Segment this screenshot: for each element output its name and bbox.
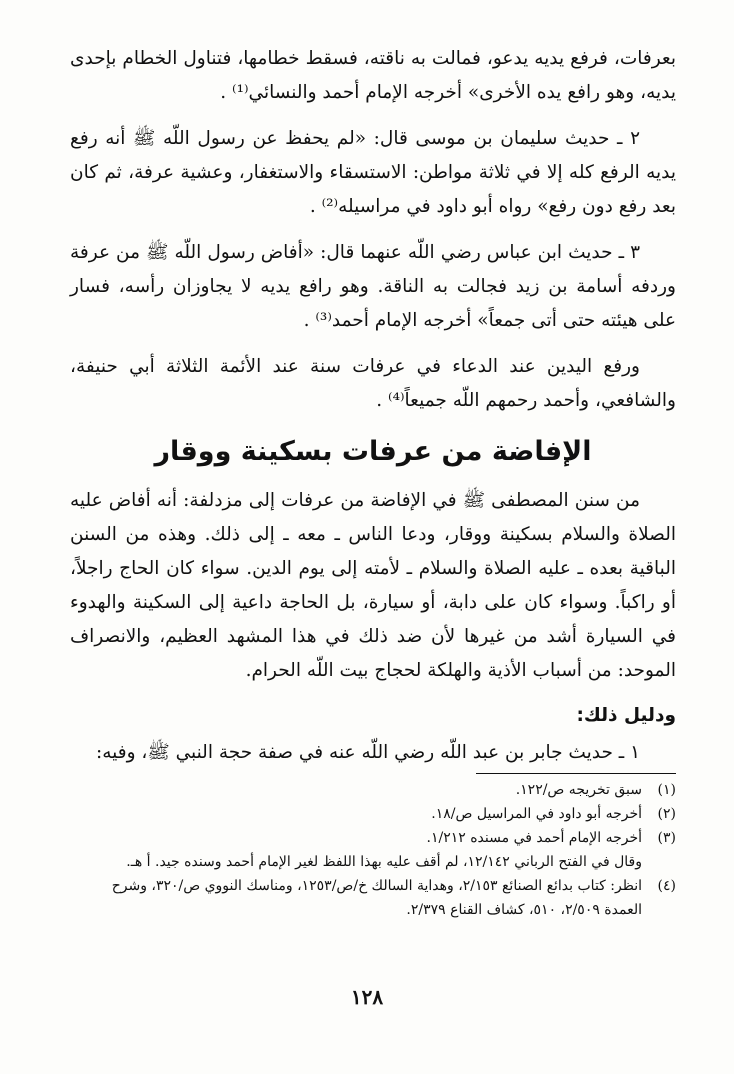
footnote-number: (٣) [657,830,676,846]
paragraph-raising-hands: ورفع اليدين عند الدعاء في عرفات سنة عند الأئمة الثلاثة أبي حنيفة، والشافعي، وأحمد رحمهم اللّه جميعاً⁽⁴⁾ . [70,356,676,411]
paragraph-1: بعرفات، فرفع يديه يدعو، فمالت به ناقته، فسقط خطامها، فتناول الخطام بإحدى يديه، وهو رافع يده الأخرى» أخرجه الإمام أحمد والنسائي⁽¹⁾ . [70,48,676,103]
paragraph-hadith-3: ٣ ـ حديث ابن عباس رضي اللّه عنهما قال: «أفاض رسول اللّه ﷺ من عرفة وردفه أسامة بن زيد فجالت به الناقة. وهو رافع يديه لا يجاوزان رأسه، فسار على هيئته حتى أتى جمعاً» أخرجه الإمام أحمد⁽³⁾ . [70,242,676,331]
paragraph-ifadah: من سنن المصطفى ﷺ في الإفاضة من عرفات إلى مزدلفة: أنه أفاض عليه الصلاة والسلام بسكينة ووقار، ودعا الناس ـ معه ـ إلى ذلك. وهذه من السنن الباقية بعده ـ عليه الصلاة والسلام ـ لأمته إلى يوم الدين. سواء كان الحاج راجلاً، أو راكباً. وسواء كان على دابة، أو سيارة، بل الحاجة داعية إلى السكينة والهدوء في السيارة أشد من غيرها لأن ضد ذلك في هذا المشهد العظيم، والانصراف الموحد: من أسباب الأذية والهلكة لحجاج بيت اللّه الحرام. [70,490,676,681]
footnote-3 [70,826,676,850]
footnote-4 [70,874,676,922]
footnote-text: سبق تخريجه ص/١٢٢. [515,782,642,798]
main-text [70,42,676,782]
footnote-number: (١) [657,782,676,798]
footnote-text: أخرجه أبو داود في المراسيل ص/١٨. [431,806,642,822]
footnote-number: (٢) [657,806,676,822]
footnote-divider [476,773,676,774]
footnote-text: انظر: كتاب بدائع الصنائع ٢/١٥٣، وهداية السالك خ/ص/١٢٥٣، ومناسك النووي ص/٣٢٠، وشرح العمدة ٢/٥٠٩، ٥١٠، كشاف القناع ٢/٣٧٩. [111,878,642,918]
footnote-3-continued [70,850,676,874]
footnote-number: (٤) [657,878,676,894]
footnote-1 [70,778,676,802]
footnote-text: أخرجه الإمام أحمد في مسنده ١/٢١٢. [426,830,642,846]
section-heading: الإفاضة من عرفات بسكينة ووقار [154,436,592,467]
page-number: ١٢٨ [350,985,384,1009]
footnote-2 [70,802,676,826]
paragraph-hadith-jabir: ١ ـ حديث جابر بن عبد اللّه رضي اللّه عنه في صفة حجة النبي ﷺ، وفيه: [96,742,640,763]
footnote-text: وقال في الفتح الرباني ١٢/١٤٢، لم أقف عليه بهذا اللفظ لغير الإمام أحمد وسنده جيد. أ هـ. [126,854,642,870]
paragraph-hadith-2: ٢ ـ حديث سليمان بن موسى قال: «لم يحفظ عن رسول اللّه ﷺ أنه رفع يديه الرفع كله إلا في ثلاثة مواطن: الاستسقاء والاستغفار، وعشية عرفة، ثم كان بعد رفع دون رفع» رواه أبو داود في مراسيله⁽²⁾ . [70,128,676,217]
footnotes [70,778,676,922]
evidence-label: ودليل ذلك: [576,705,676,726]
